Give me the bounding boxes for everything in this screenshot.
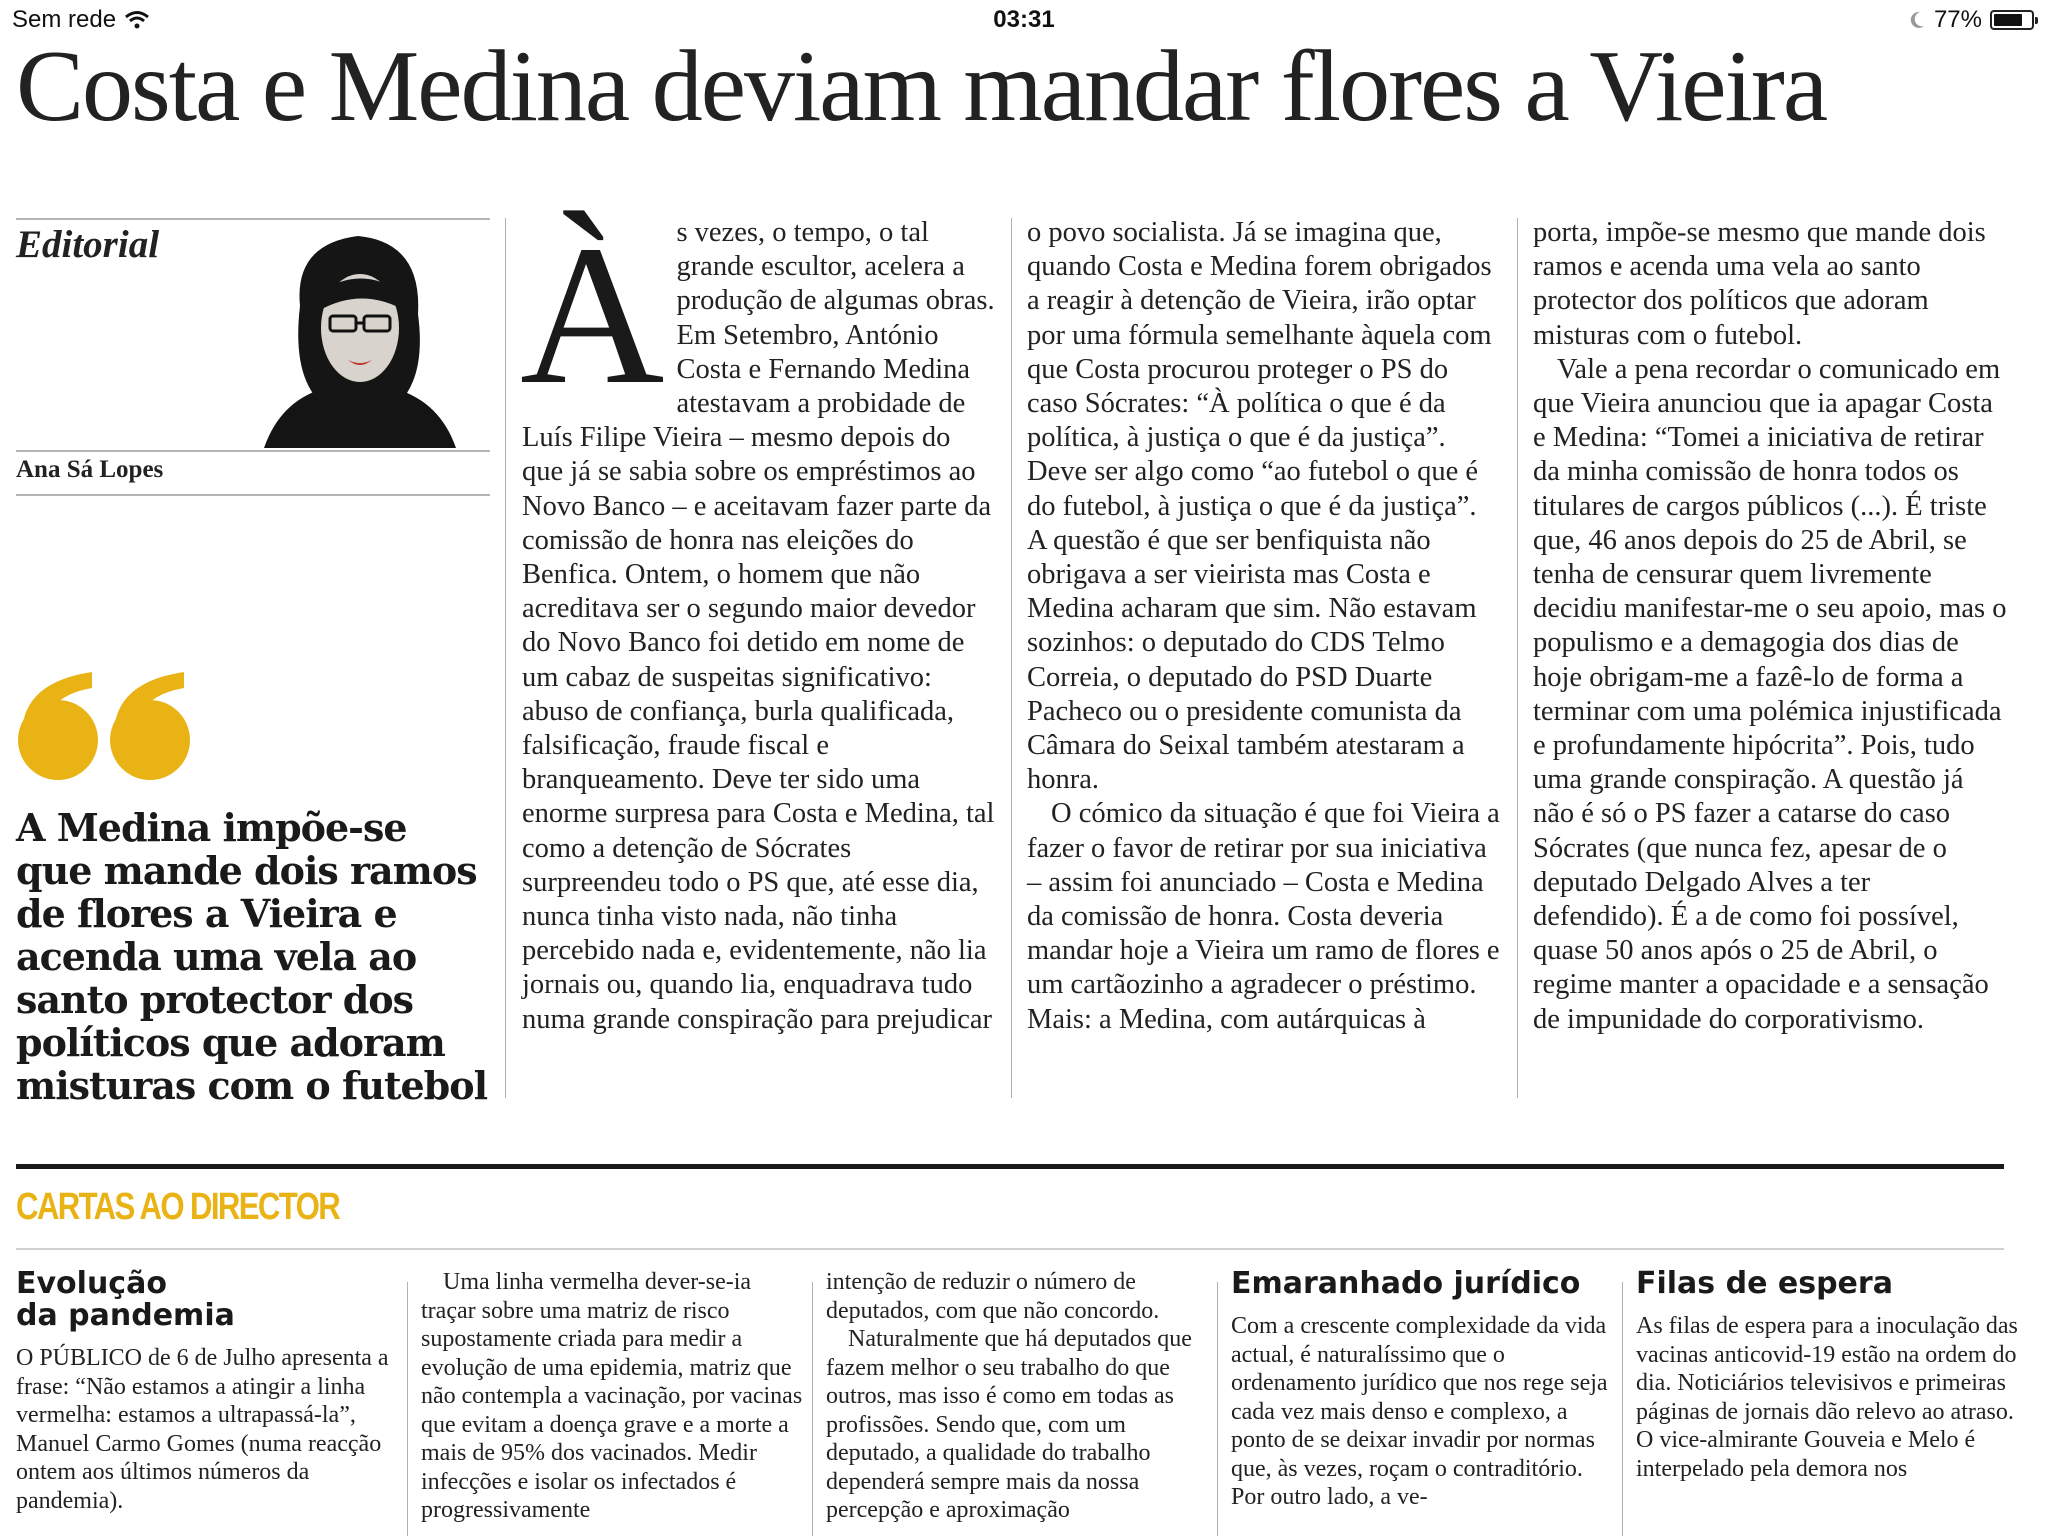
author-name: Ana Sá Lopes — [16, 456, 164, 483]
section-label: Editorial — [16, 223, 160, 266]
pullquote: A Medina impõe-se que mande dois ramos de flores a Vieira e acenda uma vela ao santo protector dos políticos que adoram misturas com o futebol — [16, 805, 488, 1108]
letters-divider — [16, 1248, 2004, 1250]
letter-text: Uma linha vermelha dever-se-ia traçar sobre uma matriz de risco supostamente criada para medir a evolução de uma epidemia, matriz que não contempla a vacinação, por vacinas que evitam a doença grave e a morte a mais de 95% dos vacinados. Medir infecções e isolar os infectados é progressivamente — [421, 1269, 803, 1523]
letters-column-separator — [1622, 1282, 1623, 1536]
letter-column-1 — [16, 1268, 402, 1515]
quote-mark-icon — [16, 668, 192, 780]
battery-percent: 77% — [1933, 6, 1982, 33]
letter-title: Emaranhado jurídico — [1231, 1266, 1581, 1301]
article-paragraph: s vezes, o tempo, o tal grande escultor, acelera a produção de algumas obras. Em Setembro, António Costa e Fernando Medina atestavam a probidade de Luís Filipe Vieira – mesmo depois do que já se sabia sobre os empréstimos ao Novo Banco – e aceitavam fazer parte da comissão de honra nas eleições do Benfica. Ontem, o homem que não acreditava ser o segundo maior devedor do Novo Banco foi detido em nome de um cabaz de suspeitas significativo: abuso de confiança, burla qualificada, falsificação, fraude fiscal e branqueamento. Deve ter sido uma enorme surpresa para Costa e Medina, tal como a detenção de Sócrates surpreendeu todo o PS que, até esse dia, nunca tinha visto nada, não tinha percebido nada e, evidentemente, não lia jornais ou, quando lia, enquadrava tudo numa grande conspiração para prejudicar — [522, 217, 995, 1035]
status-time: 03:31 — [993, 6, 1055, 33]
letter-column-5 — [1636, 1268, 2022, 1483]
letter-column-2 — [421, 1268, 807, 1525]
letter-text: Com a crescente complexidade da vida actual, é naturalíssimo que o ordenamento jurídico que nos rege seja cada vez mais denso e complexo, a ponto de se deixar invadir por normas que, às vezes, roçam o contraditório. Por outro lado, a ve- — [1231, 1313, 1608, 1510]
letters-column-separator — [812, 1282, 813, 1536]
moon-icon — [1908, 10, 1926, 30]
letter-text: Naturalmente que há deputados que fazem melhor o seu trabalho do que outros, mas isso é como em todas as profissões. Sendo que, com um deputado, a qualidade do trabalho dependerá sempre mais da nossa percepção e aproximação — [826, 1326, 1192, 1523]
letter-text: As filas de espera para a inoculação das vacinas anticovid-19 estão na ordem do dia. Noticiários televisivos e primeiras páginas de jornais dão relevo ao atraso. O vice-almirante Gouveia e Melo é interpelado pela demora nos — [1636, 1313, 2018, 1482]
letter-title — [16, 1268, 402, 1332]
letter-title: Filas de espera — [1636, 1266, 1893, 1301]
battery-fill — [1994, 14, 2022, 26]
dropcap: À — [520, 205, 665, 426]
rail-mid-rule — [16, 450, 490, 452]
carrier-label: Sem rede — [12, 6, 117, 33]
battery-icon — [1990, 10, 2034, 30]
column-separator — [1011, 218, 1012, 1098]
article-column-3 — [1533, 216, 2007, 1037]
article-paragraph: O cómico da situação é que foi Vieira a fazer o favor de retirar por sua iniciativa – assim foi anunciado – Costa e Medina da comissão de honra. Costa deveria mandar hoje a Vieira um ramo de flores e um cartãozinho a agradecer o préstimo. Mais: a Medina, com autárquicas à — [1027, 798, 1500, 1035]
letters-column-separator — [407, 1282, 408, 1536]
author-portrait — [250, 224, 468, 448]
column-separator — [505, 218, 506, 1098]
article-column-1 — [520, 205, 996, 1037]
article-paragraph: porta, impõe-se mesmo que mande dois ramos e acenda uma vela ao santo protector dos políticos que adoram misturas com o futebol. — [1533, 217, 1986, 351]
article-column-2 — [1027, 216, 1501, 1037]
letter-text: intenção de reduzir o número de deputados, com que não concordo. — [826, 1269, 1160, 1324]
letter-column-4 — [1231, 1268, 1617, 1512]
letters-section-title: CARTAS AO DIRECTOR — [16, 1186, 340, 1228]
article-paragraph: Vale a pena recordar o comunicado em que Vieira anunciou que ia apagar Costa e Medina: “Tomei a iniciativa de retirar da minha comissão de honra todos os titulares de cargos públicos (...). É triste que, 46 anos depois do 25 de Abril, se tenha de censurar quem livremente decidiu manifestar-me o seu apoio, mas o populismo e a demagogia dos dias de hoje obrigam-me a fazê-lo de forma a terminar com uma polémica injustificada e profundamente hipócrita”. Pois, tudo uma grande conspiração. A questão já não é só o PS fazer a catarse do caso Sócrates (que nunca fez, apesar de o deputado Delgado Alves a ter defendido). É a de como foi possível, quase 50 anos após o 25 de Abril, o regime manter a opacidade e a sensação de impunidade do corporativismo. — [1533, 353, 2007, 1035]
letter-column-3 — [826, 1268, 1212, 1525]
letter-title-line: da pandemia — [16, 1298, 235, 1333]
rail-bottom-rule — [16, 494, 490, 496]
rail-top-rule — [16, 218, 490, 220]
letter-title-line: Evolução — [16, 1266, 167, 1301]
article-paragraph: o povo socialista. Já se imagina que, quando Costa e Medina forem obrigados a reagir à detenção de Vieira, irão optar por uma fórmula semelhante àquela com que Costa procurou proteger o PS do caso Sócrates: “À política o que é da política, à justiça o que é da justiça”. Deve ser algo como “ao futebol o que é do futebol, à justiça o que é da justiça”. A questão é que ser benfiquista não obrigava a ser vieirista mas Costa e Medina acharam que sim. Não estavam sozinhos: o deputado do CDS Telmo Correia, o deputado do PSD Duarte Pacheco ou o presidente comunista da Câmara do Seixal também atestaram a honra. — [1027, 217, 1492, 796]
letters-top-rule — [16, 1164, 2004, 1169]
letter-text: O PÚBLICO de 6 de Julho apresenta a frase: “Não estamos a atingir a linha vermelha: estamos a ultrapassá-la”, Manuel Carmo Gomes (numa reacção ontem aos últimos números da pandemia). — [16, 1345, 389, 1514]
column-separator — [1517, 218, 1518, 1098]
article-headline: Costa e Medina deviam mandar flores a Vieira — [16, 30, 1827, 143]
letters-column-separator — [1217, 1282, 1218, 1536]
